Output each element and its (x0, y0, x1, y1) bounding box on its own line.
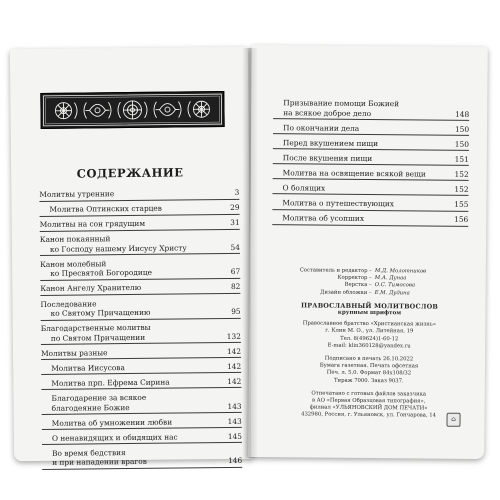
print-line: Тираж 7000. Заказ 9037. (334, 377, 404, 384)
toc-entry-line (41, 332, 241, 344)
toc-entry-page: 3 (234, 187, 240, 197)
toc-entry-line (40, 218, 240, 230)
toc-entry-page: 150 (454, 139, 469, 149)
toc-entry-title: Перед вкушением пищи (282, 137, 379, 148)
toc-entry-line (273, 168, 469, 179)
toc-entry-page: 155 (454, 199, 469, 209)
toc-entry-page: 148 (455, 109, 470, 119)
print-info (271, 355, 467, 386)
toc-entry (39, 187, 239, 202)
print-line: Бумага газетная. Печать офсетная (319, 362, 419, 370)
toc-entry (39, 202, 239, 217)
toc-entry-page: 150 (454, 124, 470, 134)
ornament-header-band (40, 91, 224, 129)
toc-entry-line (39, 188, 239, 200)
toc-entry-title: Молитва Иисусова (51, 362, 125, 373)
toc-entry-page: 67 (230, 267, 241, 277)
toc-entry-title: После вкушения пищи (282, 153, 373, 163)
toc-entry-title: и при нападении врагов (52, 457, 147, 468)
toc-entry (41, 346, 241, 361)
toc-entry-title: Молитва об усопших (282, 213, 365, 224)
toc-entry-line (42, 432, 242, 444)
toc-entry-line (41, 377, 241, 389)
credit-role: Верстка – (344, 282, 372, 289)
toc-entry-page: 29 (230, 202, 240, 213)
open-book (10, 44, 490, 468)
toc-entry-page: 54 (230, 242, 240, 252)
toc-entry (273, 167, 469, 181)
credit-name: М.А. Дунаа (374, 275, 407, 282)
toc-entry-line (273, 108, 469, 119)
toc-entry (273, 97, 469, 121)
toc-entry-title: О ненавидящих и обидящих нас (51, 432, 178, 443)
printer-line: 432980, Россия, г. Ульяновск, ул. Гончарова, 14 (301, 411, 437, 420)
toc-entry-title: по Святом Причащении (50, 332, 146, 343)
toc-entry-title: ко Пресвятой Богородице (50, 268, 152, 279)
toc-entry-page: 95 (231, 306, 241, 317)
toc-entry-title: О болящих (282, 183, 326, 193)
toc-entry-line (41, 347, 241, 359)
contents-list-right (272, 97, 469, 229)
credit-row (272, 289, 468, 298)
print-line: Подписано в печать 26.10.2022 (324, 355, 414, 363)
toc-entry-title: Канон молебный (40, 259, 107, 269)
toc-entry-page: 31 (230, 218, 240, 228)
toc-entry-line (273, 138, 469, 149)
toc-entry-title: Молитва Оптинских старцев (49, 203, 163, 214)
toc-entry-line (273, 183, 469, 194)
toc-entry (42, 415, 242, 430)
credits-list (272, 267, 468, 298)
toc-entry-line (42, 456, 242, 468)
toc-entry-page: 152 (454, 169, 469, 179)
contents-list-left (39, 187, 242, 472)
toc-entry (41, 391, 241, 415)
publisher-line: E-mail: klin360128@yandex.ru (327, 342, 411, 350)
toc-entry-title: Призывание помощи Божией (283, 98, 400, 109)
toc-entry (42, 446, 242, 470)
toc-entry-line (41, 307, 241, 319)
toc-entry-line (272, 213, 468, 224)
publisher-line: г. Клин М. О., ул. Литейная, 19 (325, 328, 414, 335)
toc-entry-title: Молитва на освящение всякой вещи (282, 168, 426, 179)
publisher-line: Православное братство «Христианская жизнь» (302, 320, 437, 328)
credit-name: М.Д. Молотников (374, 268, 427, 275)
toc-entry-page: 151 (454, 154, 469, 164)
toc-entry-title: Последование (40, 298, 97, 309)
colophon (271, 267, 468, 420)
toc-entry-line (273, 123, 469, 134)
toc-entry (40, 257, 240, 281)
toc-entry-page: 142 (227, 376, 242, 386)
toc-entry-title: ко Господу нашему Иисусу Христу (49, 243, 187, 254)
toc-entry (40, 217, 240, 232)
printer-line: Отпечатано с готовых файлов заказчика (311, 390, 427, 398)
toc-entry-title: благодеяние Божие (51, 402, 130, 413)
toc-entry-line (42, 401, 242, 413)
toc-entry-title: Молитва о путешествующих (282, 198, 395, 209)
toc-entry (41, 376, 241, 391)
toc-entry-title: Канон Ангелу Хранителю (40, 283, 142, 294)
printer-logo-icon: ⌂ (446, 413, 460, 427)
toc-entry (40, 296, 240, 320)
toc-entry-line (41, 362, 241, 374)
toc-entry-page: 142 (226, 346, 242, 356)
toc-entry-page: 82 (230, 282, 241, 292)
book-gutter (242, 48, 258, 458)
printer-line: в АО «Первая Образцовая типография», (311, 397, 426, 405)
toc-entry (40, 232, 240, 256)
toc-entry (40, 281, 240, 296)
toc-entry (41, 361, 241, 376)
toc-entry-title: ко Святому Причащению (50, 307, 151, 318)
printer-info (271, 390, 467, 421)
toc-entry-title: Молитва прп. Ефрема Сирина (51, 377, 170, 388)
print-line: Печ. л. 5,0. Формат 84х108/32 (326, 370, 412, 377)
printer-line: филиал «УЛЬЯНОВСКИЙ ДОМ ПЕЧАТИ» (309, 404, 428, 412)
credit-role: Корректор – (337, 274, 372, 282)
toc-entry (272, 182, 468, 196)
toc-entry (41, 321, 241, 345)
toc-entry-line (273, 153, 469, 164)
toc-entry-title: Во время бедствия (52, 447, 126, 458)
book-title: ПРАВОСЛАВНЫЙ МОЛИТВОСЛОВ (301, 301, 439, 311)
toc-entry (273, 137, 469, 151)
toc-entry-title: на всякое доброе дело (283, 107, 372, 118)
toc-entry-page: 143 (227, 401, 242, 411)
toc-entry (42, 431, 242, 446)
contents-heading: СОДЕРЖАНИЕ (76, 165, 184, 181)
toc-entry-line (272, 198, 468, 209)
toc-entry-line (40, 243, 240, 255)
toc-entry-line (40, 267, 240, 279)
credit-role: Составитель и редактор – (299, 267, 372, 275)
toc-entry-page: 142 (227, 361, 242, 371)
toc-entry-page: 143 (227, 416, 242, 426)
toc-entry-title: Молитвы утренние (39, 189, 115, 199)
credit-name: О.С. Тимосова (374, 282, 416, 289)
toc-entry-title: Благодарственные молитвы (40, 322, 151, 334)
toc-entry-page: 152 (454, 184, 469, 194)
credit-name: Е.М. Дудина (374, 289, 410, 296)
left-page (10, 47, 252, 468)
toc-entry (273, 152, 469, 166)
ornament-pattern-icon (41, 92, 223, 128)
toc-entry-line (39, 203, 239, 215)
toc-entry-page: 156 (454, 214, 469, 225)
book-subtitle: крупным шрифтом (337, 309, 402, 317)
toc-entry-title: Канон покаянный (39, 234, 111, 245)
toc-entry (272, 197, 468, 211)
toc-entry-line (42, 416, 242, 428)
toc-entry (272, 212, 468, 226)
toc-entry-title: Благодарение за всякое (51, 392, 147, 403)
toc-entry-title: По окончании дела (283, 122, 360, 133)
credit-role: Дизайн обложки – (320, 289, 372, 296)
publisher-info (271, 320, 467, 351)
toc-entry-line (40, 282, 240, 294)
toc-entry (273, 122, 469, 136)
publisher-line: Тел. 8(49624)1-60-12 (340, 335, 399, 342)
toc-entry-page: 145 (227, 431, 242, 441)
toc-entry-title: Молитвы разные (40, 348, 108, 358)
right-page (248, 45, 488, 459)
toc-entry-page: 132 (226, 331, 241, 341)
toc-entry-page: 146 (228, 456, 243, 466)
toc-entry-title: Молитва об умножении любви (51, 417, 173, 428)
toc-entry-title: Молитвы на сон грядущим (39, 219, 146, 230)
